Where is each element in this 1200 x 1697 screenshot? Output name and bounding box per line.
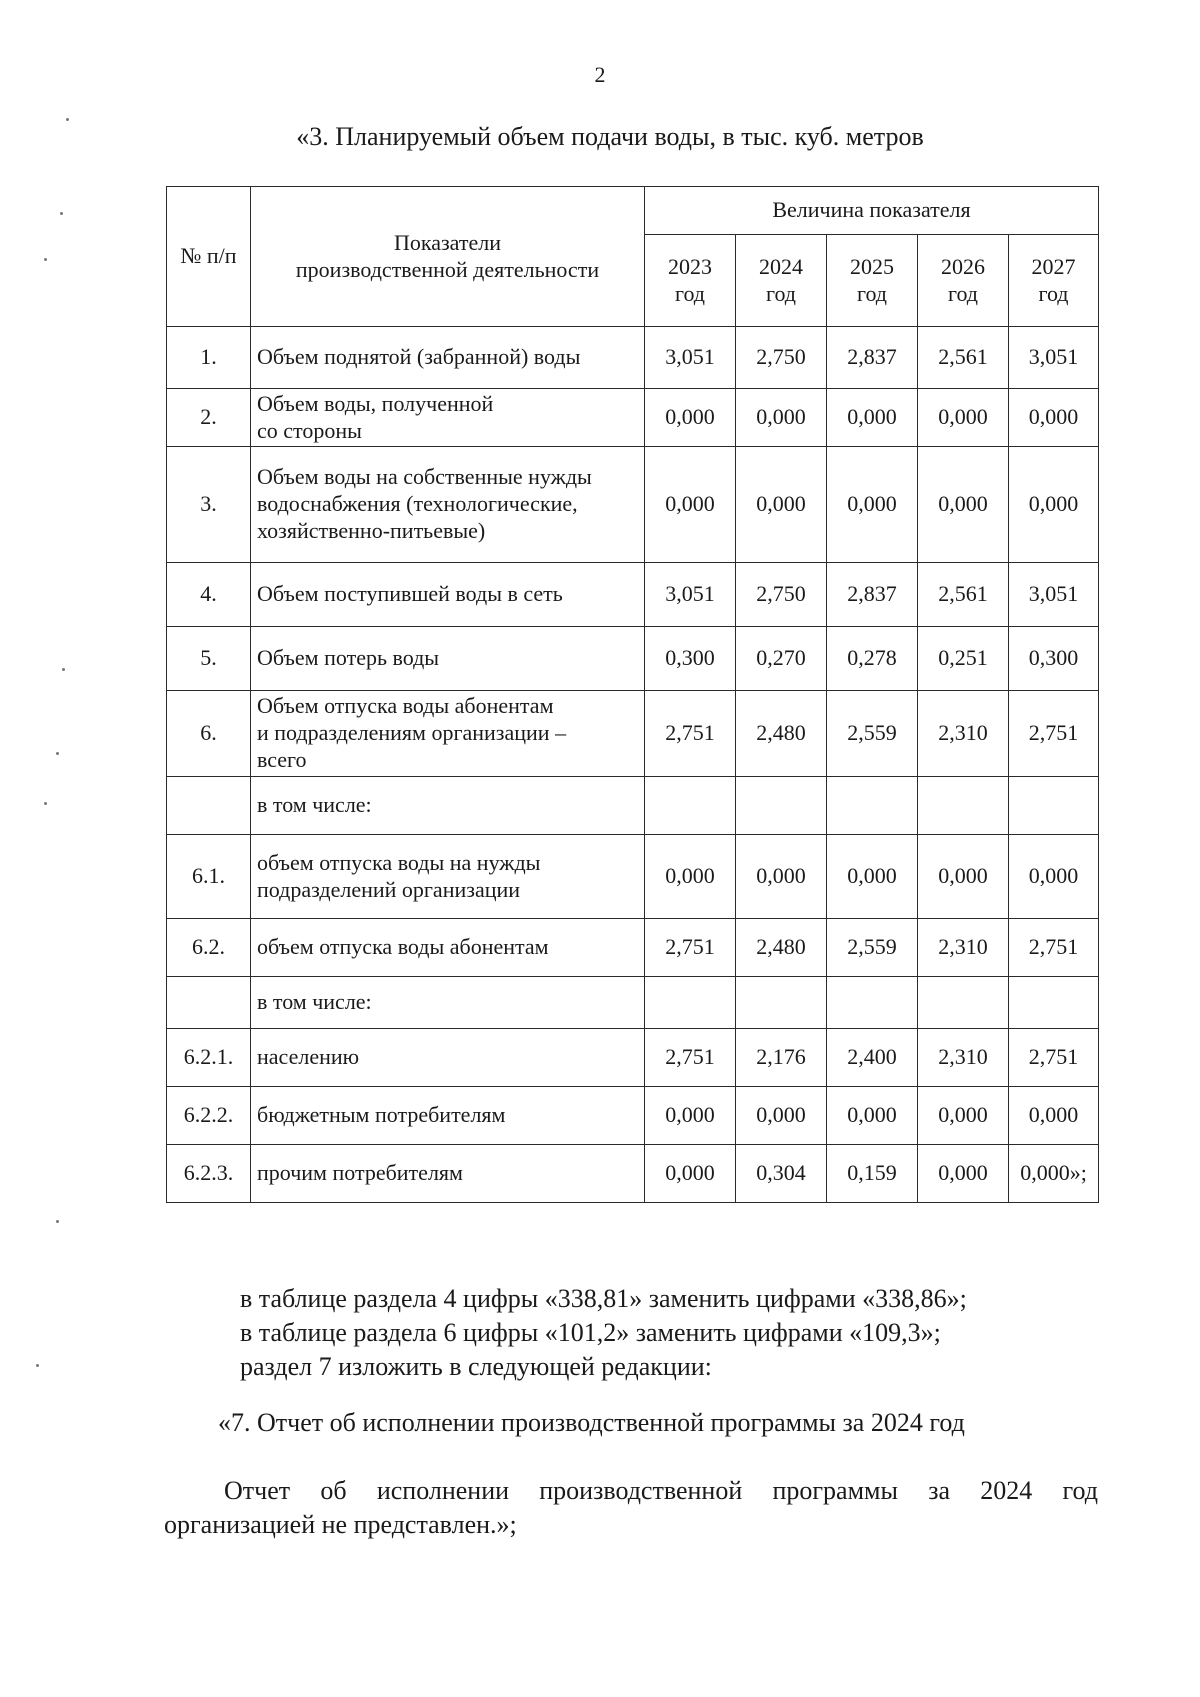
row-indicator-line: со стороны [257, 417, 362, 443]
header-year-unit: год [947, 280, 979, 306]
header-indicator [251, 187, 645, 327]
row-value-2024: 0,304 [736, 1145, 827, 1203]
scan-speck [36, 1364, 39, 1367]
row-number: 6.2.1. [167, 1029, 251, 1087]
row-value-2026: 0,000 [918, 389, 1009, 447]
header-year-value: 2025 [850, 253, 894, 279]
header-year-2025 [827, 235, 918, 327]
row-value-2025 [827, 977, 918, 1029]
report-line-2: организацией не представлен.»; [164, 1510, 517, 1539]
row-value-2024 [736, 777, 827, 835]
row-value-2024: 2,480 [736, 691, 827, 777]
row-value-2026: 2,310 [918, 1029, 1009, 1087]
row-value-2023: 2,751 [645, 1029, 736, 1087]
table-row [167, 1087, 1099, 1145]
row-value-2025: 2,837 [827, 327, 918, 389]
scan-speck [66, 118, 69, 121]
row-number: 6.2.3. [167, 1145, 251, 1203]
row-indicator-line: в том числе: [257, 792, 372, 818]
row-number: 3. [167, 447, 251, 563]
header-year-value: 2027 [1031, 253, 1076, 279]
row-indicator-line: населению [257, 1044, 360, 1070]
row-value-2026: 2,561 [918, 563, 1009, 627]
row-value-2025: 0,278 [827, 627, 918, 691]
scan-speck [44, 802, 47, 805]
section-7-title: «7. Отчет об исполнении производственной программы за 2024 год [218, 1408, 965, 1437]
row-value-2023: 3,051 [645, 327, 736, 389]
row-value-2027: 2,751 [1009, 691, 1099, 777]
row-indicator-line: Объем потерь воды [257, 645, 440, 671]
scan-speck [56, 1220, 59, 1223]
row-value-2026: 0,251 [918, 627, 1009, 691]
header-year-value: 2023 [668, 253, 712, 279]
row-indicator-line: в том числе: [257, 989, 372, 1015]
header-year-2024 [736, 235, 827, 327]
row-indicator-line: хозяйственно-питьевые) [257, 517, 486, 543]
header-num: № п/п [167, 187, 251, 327]
row-indicator-line: всего [257, 746, 307, 772]
row-indicator-line: Объем отпуска воды абонентам [257, 693, 554, 719]
row-value-2025: 2,559 [827, 919, 918, 977]
header-indicator-line2: производственной деятельности [295, 256, 600, 282]
row-value-2027: 3,051 [1009, 327, 1099, 389]
row-indicator-line: Объем поступившей воды в сеть [257, 581, 563, 607]
row-value-2023: 3,051 [645, 563, 736, 627]
row-indicator-line: Объем воды, полученной [257, 390, 494, 416]
header-year-unit: год [674, 280, 706, 306]
row-number: 4. [167, 563, 251, 627]
row-value-2023: 0,000 [645, 447, 736, 563]
scan-speck [44, 258, 47, 261]
row-value-2024: 2,480 [736, 919, 827, 977]
row-value-2025: 2,400 [827, 1029, 918, 1087]
table-row [167, 447, 1099, 563]
row-value-2023: 0,000 [645, 1145, 736, 1203]
row-number [167, 977, 251, 1029]
row-number: 6.2. [167, 919, 251, 977]
header-year-unit: год [856, 280, 888, 306]
row-indicator-line: и подразделениям организации – [257, 720, 567, 746]
row-number: 6.1. [167, 835, 251, 919]
row-indicator [251, 777, 645, 835]
amendment-line: раздел 7 изложить в следующей редакции: [240, 1352, 712, 1381]
row-value-2024: 0,000 [736, 1087, 827, 1145]
row-indicator [251, 447, 645, 563]
table-row [167, 691, 1099, 777]
row-indicator-line: Объем воды на собственные нужды [257, 464, 592, 490]
table-row [167, 777, 1099, 835]
row-indicator [251, 327, 645, 389]
row-value-2023: 0,300 [645, 627, 736, 691]
row-number: 2. [167, 389, 251, 447]
scan-speck [56, 752, 59, 755]
row-value-2025: 0,000 [827, 389, 918, 447]
row-value-2027: 0,000 [1009, 1087, 1099, 1145]
row-value-2023 [645, 777, 736, 835]
row-value-2023: 2,751 [645, 919, 736, 977]
page-number: 2 [594, 62, 606, 87]
row-value-2026: 2,310 [918, 691, 1009, 777]
table-row [167, 327, 1099, 389]
row-value-2027 [1009, 977, 1099, 1029]
row-indicator [251, 835, 645, 919]
row-value-2026: 0,000 [918, 1087, 1009, 1145]
row-value-2027 [1009, 777, 1099, 835]
row-value-2027: 3,051 [1009, 563, 1099, 627]
row-indicator [251, 691, 645, 777]
report-paragraph [164, 1474, 1098, 1542]
row-value-2027: 2,751 [1009, 1029, 1099, 1087]
row-number: 5. [167, 627, 251, 691]
row-value-2026: 2,561 [918, 327, 1009, 389]
header-indicator-line1: Показатели [393, 229, 502, 255]
row-value-2023: 0,000 [645, 389, 736, 447]
row-value-2023: 0,000 [645, 835, 736, 919]
header-year-2023 [645, 235, 736, 327]
row-value-2023: 2,751 [645, 691, 736, 777]
row-number: 1. [167, 327, 251, 389]
row-value-2027: 0,000 [1009, 389, 1099, 447]
header-year-value: 2024 [759, 253, 803, 279]
row-indicator [251, 563, 645, 627]
row-value-2025: 0,000 [827, 1087, 918, 1145]
row-value-2027: 0,000»; [1009, 1145, 1099, 1203]
amendment-line: в таблице раздела 6 цифры «101,2» заменить цифрами «109,3»; [240, 1318, 941, 1347]
table-row [167, 1029, 1099, 1087]
row-indicator [251, 1029, 645, 1087]
row-indicator [251, 977, 645, 1029]
table-row [167, 627, 1099, 691]
row-value-2025: 2,559 [827, 691, 918, 777]
row-number: 6. [167, 691, 251, 777]
row-indicator [251, 1087, 645, 1145]
amendments [240, 1282, 967, 1384]
row-indicator-line: прочим потребителям [257, 1160, 463, 1186]
scan-speck [60, 212, 63, 215]
row-indicator [251, 627, 645, 691]
row-value-2026: 0,000 [918, 447, 1009, 563]
row-indicator-line: подразделений организации [257, 876, 521, 902]
table-row [167, 977, 1099, 1029]
row-value-2027: 0,000 [1009, 447, 1099, 563]
row-value-2025: 0,159 [827, 1145, 918, 1203]
row-value-2024 [736, 977, 827, 1029]
row-number: 6.2.2. [167, 1087, 251, 1145]
row-value-2026: 0,000 [918, 1145, 1009, 1203]
row-indicator-line: бюджетным потребителям [257, 1102, 506, 1128]
section-3-title: «3. Планируемый объем подачи воды, в тыс. куб. метров [296, 122, 924, 151]
header-year-unit: год [1038, 280, 1069, 306]
water-supply-table [166, 186, 1099, 1203]
row-value-2024: 0,270 [736, 627, 827, 691]
row-indicator-line: Объем поднятой (забранной) воды [257, 344, 581, 370]
row-value-2024: 2,750 [736, 327, 827, 389]
report-line-1: Отчет об исполнении производственной программы за 2024 год [224, 1476, 1098, 1505]
row-value-2025: 0,000 [827, 447, 918, 563]
row-value-2025: 2,837 [827, 563, 918, 627]
row-value-2024: 0,000 [736, 835, 827, 919]
row-indicator [251, 389, 645, 447]
header-year-2027 [1009, 235, 1099, 327]
header-year-value: 2026 [941, 253, 985, 279]
header-year-2026 [918, 235, 1009, 327]
table-row [167, 835, 1099, 919]
row-value-2027: 0,000 [1009, 835, 1099, 919]
row-indicator [251, 919, 645, 977]
row-value-2026: 0,000 [918, 835, 1009, 919]
table-row [167, 389, 1099, 447]
scan-speck [62, 668, 65, 671]
row-value-2026 [918, 977, 1009, 1029]
row-value-2023 [645, 977, 736, 1029]
row-indicator-line: водоснабжения (технологические, [257, 491, 578, 517]
row-value-2024: 2,750 [736, 563, 827, 627]
row-indicator-line: объем отпуска воды на нужды [257, 849, 541, 875]
row-number [167, 777, 251, 835]
row-value-2027: 2,751 [1009, 919, 1099, 977]
row-value-2027: 0,300 [1009, 627, 1099, 691]
row-value-2024: 0,000 [736, 447, 827, 563]
row-value-2026 [918, 777, 1009, 835]
row-value-2026: 2,310 [918, 919, 1009, 977]
table-row [167, 1145, 1099, 1203]
header-year-unit: год [765, 280, 797, 306]
row-value-2023: 0,000 [645, 1087, 736, 1145]
table-row [167, 919, 1099, 977]
row-indicator [251, 1145, 645, 1203]
row-value-2025: 0,000 [827, 835, 918, 919]
amendment-line: в таблице раздела 4 цифры «338,81» заменить цифрами «338,86»; [240, 1284, 967, 1313]
header-value-group: Величина показателя [645, 187, 1099, 235]
row-value-2025 [827, 777, 918, 835]
table-row [167, 563, 1099, 627]
row-value-2024: 0,000 [736, 389, 827, 447]
row-value-2024: 2,176 [736, 1029, 827, 1087]
row-indicator-line: объем отпуска воды абонентам [257, 934, 549, 960]
